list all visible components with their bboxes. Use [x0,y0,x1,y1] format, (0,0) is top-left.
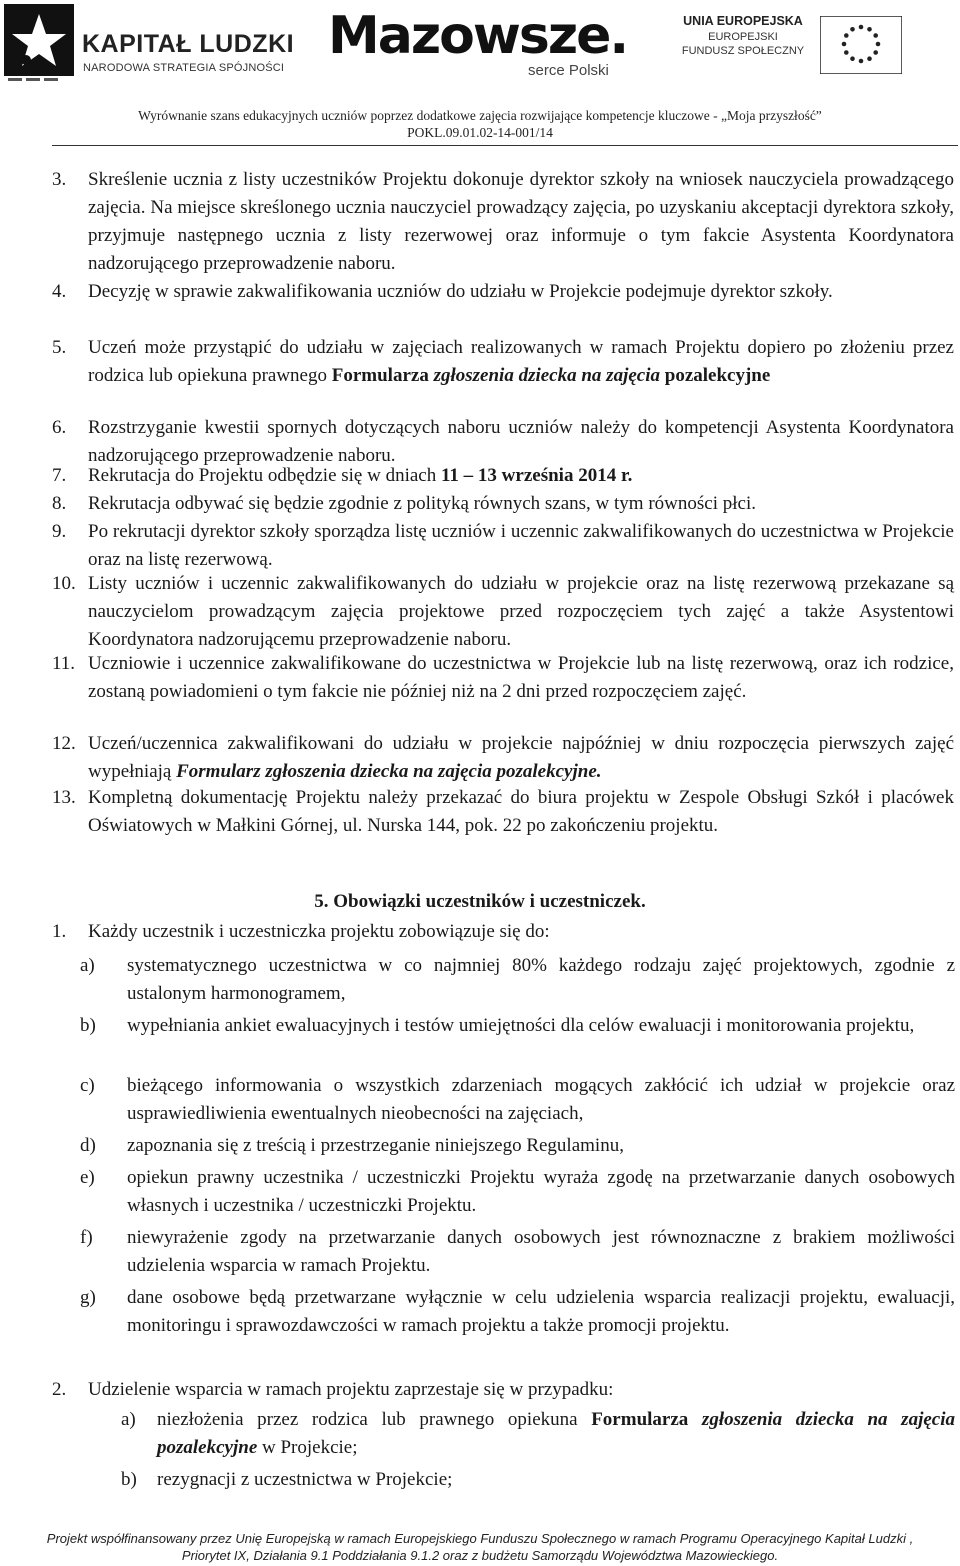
termination-b [121,1466,955,1494]
sub-text: niezłożenia przez rodzica lub prawnego opiekuna [157,1409,592,1430]
item-text: Uczniowie i uczennice zakwalifikowane do uczestnictwa w Projekcie lub na listę rezerwową, oraz ich rodzice, zostaną powiadomieni o tym fakcie nie później niż na 2 dni przed rozpoczęciem zajęć. [88,653,954,702]
item-text: Udzielenie wsparcia w ramach projektu zaprzestaje się w przypadku: [88,1379,614,1400]
list-item-4 [52,278,954,306]
obligation-c [80,1072,955,1128]
item-text: Rekrutacja do Projektu odbędzie się w dniach [88,465,441,486]
item-number: 12. [52,733,76,754]
form-name-bold: Formularza [331,365,434,386]
form-name-end: pozalekcyjne [660,365,771,386]
footer-line2: Priorytet IX, Działania 9.1 Poddziałania 9.1.2 oraz z budżetu Samorządu Województwa Mazowieckiego. [181,1548,779,1563]
eu-logo-text [674,14,812,57]
footer-line1: Projekt współfinansowany przez Unię Europejską w ramach Europejskiego Funduszu Społecznego w ramach Programu Operacyjnego Kapitał Ludzki , [46,1531,914,1546]
eu-flag-icon [820,16,902,74]
obligation-b [80,1012,955,1040]
list-item-3 [52,166,954,278]
sub-text-end: w Projekcie; [257,1437,358,1458]
item-text: Listy uczniów i uczennic zakwalifikowanych do udziału w projekcie oraz na listę rezerwową przekazane są nauczycielom prowadzącym zajęcia projektowe przed rozpoczęciem tych zajęć a także Asystentowi Koordynatora nadzorującemu przeprowadzenie naboru. [88,573,954,650]
sub-label: a) [121,1409,136,1430]
list-item-11 [52,650,954,706]
obligations-item-1 [52,918,954,946]
list-item-9 [52,518,954,574]
item-number: 8. [52,493,67,514]
item-text: Rozstrzyganie kwestii spornych dotyczących naboru uczniów należy do kompetencji Asystenta Koordynatora nadzorującego przeprowadzenie naboru. [88,417,954,466]
item-number: 4. [52,281,67,302]
sub-label: e) [80,1167,95,1188]
eu-logo-line3: FUNDUSZ SPOŁECZNY [681,45,805,57]
item-number: 6. [52,417,67,438]
item-text: Uczeń może przystąpić do udziału w zajęciach realizowanych w ramach Projektu dopiero po złożeniu przez rodzica lub opiekuna prawnego [88,337,954,386]
obligation-d [80,1132,955,1160]
item-number: 9. [52,521,67,542]
form-name-italic: Formularz zgłoszenia dziecka na zajęcia pozalekcyjne. [176,761,602,782]
item-text: Decyzję w sprawie zakwalifikowania uczniów do udziału w Projekcie podejmuje dyrektor szkoły. [88,281,833,302]
sub-label: b) [80,1015,96,1036]
obligation-e [80,1164,955,1220]
obligation-g [80,1284,955,1340]
item-text: Skreślenie ucznia z listy uczestników Projektu dokonuje dyrektor szkoły na wniosek nauczyciela prowadzącego zajęcia. Na miejsce skreślonego ucznia nauczyciel prowadzący zajęcia, po uzyskaniu akceptacji dyrektora szkoły, przyjmuje następnego ucznia z listy rezerwowej oraz informuje o tym fakcie Asystenta Koordynatora nadzorującego przeprowadzenie naboru. [88,169,954,274]
item-number: 7. [52,465,67,486]
item-text: Po rekrutacji dyrektor szkoły sporządza listę uczniów i uczennic zakwalifikowanych do uczestnictwa w Projekcie oraz na listę rezerwową. [88,521,954,570]
list-item-12 [52,730,954,786]
eu-logo [672,14,958,84]
item-number: 13. [52,787,76,808]
obligations-item-2 [52,1376,954,1404]
item-number: 5. [52,337,67,358]
kapital-ludzki-star-icon [4,4,74,84]
sub-label: c) [80,1075,95,1096]
obligation-f [80,1224,955,1280]
section-5-heading: 5. Obowiązki uczestników i uczestniczek. [314,891,646,912]
page-footer [0,1530,960,1564]
sub-text: wypełniania ankiet ewaluacyjnych i testów umiejętności dla celów ewaluacji i monitorowania projektu, [127,1015,915,1036]
sub-label: d) [80,1135,96,1156]
kapital-ludzki-logo [4,4,304,84]
form-name-italic: zgłoszenia dziecka na zajęcia [433,365,660,386]
item-text: Uczeń/uczennica zakwalifikowani do udziału w projekcie najpóźniej w dniu rozpoczęcia pierwszych zajęć wypełniają [88,733,954,782]
item-text: Każdy uczestnik i uczestniczka projektu zobowiązuje się do: [88,921,550,942]
sub-label: f) [80,1227,93,1248]
list-item-10 [52,570,954,654]
item-text: Kompletną dokumentację Projektu należy przekazać do biura projektu w Zespole Obsługi Szkół i placówek Oświatowych w Małkini Górnej, ul. Nurska 144, pok. 22 po zakończeniu projektu. [88,787,954,836]
header-divider [52,145,958,146]
termination-a [121,1406,955,1462]
recruitment-dates: 11 – 13 września 2014 r. [440,465,633,486]
item-number: 1. [52,921,67,942]
list-item-7 [52,462,954,490]
item-number: 3. [52,169,67,190]
list-item-13 [52,784,954,840]
eu-logo-line1: UNIA EUROPEJSKA [683,14,803,28]
list-item-5 [52,334,954,390]
mazowsze-tagline: serce Polski [528,62,609,79]
sub-label: g) [80,1287,96,1308]
item-number: 10. [52,573,76,594]
sub-label: b) [121,1469,137,1490]
project-title: Wyrównanie szans edukacyjnych uczniów poprzez dodatkowe zajęcia rozwijające kompetencje kluczowe - „Moja przyszłość” [138,108,822,123]
eu-logo-line2: EUROPEJSKI [708,31,778,43]
kapital-ludzki-subtitle: NARODOWA STRATEGIA SPÓJNOŚCI [83,62,285,74]
sub-text: opiekun prawny uczestnika / uczestniczki Projektu wyraża zgodę na przetwarzanie danych osobowych własnych i uczestnika / uczestniczki Projektu. [127,1167,955,1216]
form-name-bold: Formularza [591,1409,702,1430]
mazowsze-wordmark: Mazowsze. [328,6,628,66]
sub-text: dane osobowe będą przetwarzane wyłącznie w celu udzielenia wsparcia realizacji projektu, ewaluacji, monitoringu i sprawozdawczości w ramach projektu a także promocji projektu. [127,1287,955,1336]
sub-text: bieżącego informowania o wszystkich zdarzeniach mogących zakłócić ich udział w projekcie oraz usprawiedliwienia ewentualnych nieobecności na zajęciach, [127,1075,955,1124]
sub-text: rezygnacji z uczestnictwa w Projekcie; [157,1469,453,1490]
sub-label: a) [80,955,95,976]
list-item-8 [52,490,954,518]
item-number: 11. [52,653,76,674]
obligation-a [80,952,955,1008]
kapital-ludzki-title: KAPITAŁ LUDZKI [82,30,295,58]
sub-text: zapoznania się z treścią i przestrzeganie niniejszego Regulaminu, [127,1135,624,1156]
item-number: 2. [52,1379,67,1400]
sub-text: niewyrażenie zgody na przetwarzanie danych osobowych jest równoznaczne z brakiem możliwości udzielenia wsparcia w ramach Projektu. [127,1227,955,1276]
page-header [0,0,960,145]
sub-text: systematycznego uczestnictwa w co najmniej 80% każdego rodzaju zajęć projektowych, zgodnie z ustalonym harmonogramem, [127,955,955,1004]
form-name-italic: zgłoszenia dziecka na zajęcia pozalekcyjne [157,1409,955,1458]
mazowsze-logo [328,4,638,84]
project-code: POKL.09.01.02-14-001/14 [407,125,553,140]
item-text: Rekrutacja odbywać się będzie zgodnie z polityką równych szans, w tym równości płci. [88,493,756,514]
